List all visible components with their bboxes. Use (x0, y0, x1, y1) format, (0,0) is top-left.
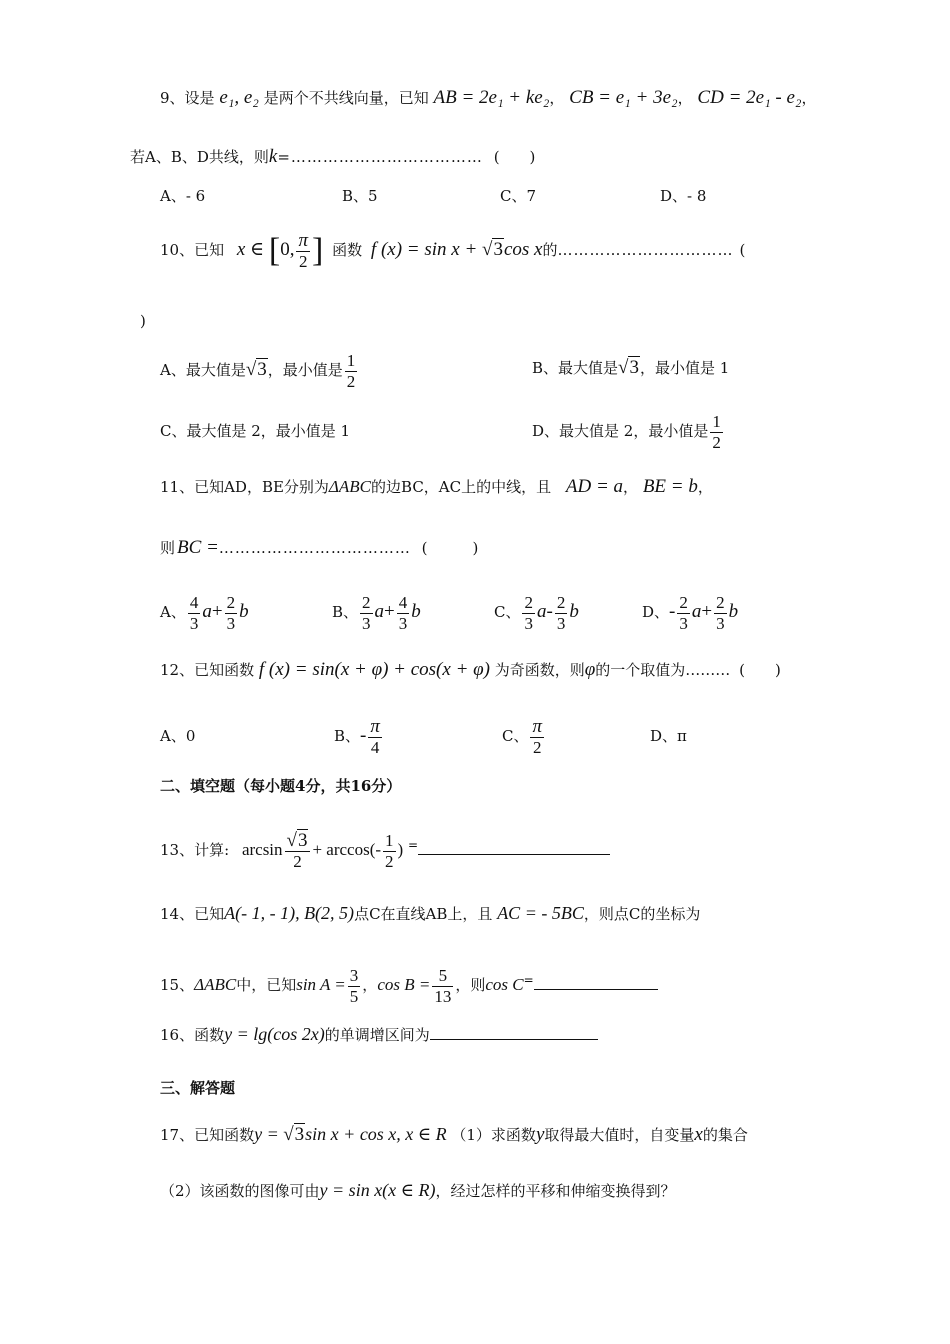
q11-paren: ( ) (421, 539, 479, 557)
q13-line: 13、计算: arcsin $\frac{√3}{2}$ + arccos(- $\frac{1}{2}$ ) = (160, 820, 610, 875)
q11-triangle: ΔABC (328, 477, 372, 496)
q12-function: f (x) = sin(x + φ) + cos(x + φ) (258, 659, 490, 680)
q13-sqrt3-over-2: $\frac{√3}{2}$ (285, 831, 311, 872)
q16-tail: 的单调增区间为 (324, 1026, 430, 1044)
q9-number: 9、设是 (160, 89, 215, 107)
q11-line2 (160, 533, 478, 563)
q17-func-a: y = (254, 1124, 284, 1144)
q11-option-b: B、 $\frac{2}{3}$ a+ $\frac{4}{3}$ b (332, 592, 421, 633)
q10-dots: …………………………… (557, 241, 734, 259)
q16-function: y = lg(cos 2x) (224, 1024, 325, 1044)
q17-part1: （1）求函数 (451, 1126, 536, 1144)
q13-arcsin: arcsin (241, 840, 283, 859)
q16-number: 16、函数 (160, 1026, 225, 1044)
q15-mid: 中，已知 (236, 976, 297, 994)
section-solve-title: 三、解答题 (160, 1079, 236, 1097)
q13-one-half: $\frac{1}{2}$ (385, 830, 394, 871)
q11-option-d: D、- $\frac{2}{3}$ a+ $\frac{2}{3}$ b (642, 592, 739, 633)
q15-eq: = (523, 973, 534, 987)
q9-paren: ( ) (493, 148, 536, 166)
q14-number: 14、已知 (160, 905, 225, 923)
q9-k: k (268, 146, 278, 167)
q10-x-in: x ∈ (236, 239, 265, 260)
q11-be: BE = b (642, 476, 698, 497)
q9-vector-cd: CD = 2e₁ - e₂ (697, 87, 802, 108)
q17-line1: 17、已知函数y = √3sin x + cos x, x ∈ R （1）求函数y取得最大值时，自变量x的集合 (160, 1124, 748, 1145)
q14-line (160, 898, 700, 929)
q12-line1 (160, 652, 781, 688)
q11-bc: BC = (177, 537, 219, 558)
q10-de: 的 (542, 241, 558, 259)
q10-one-half-a: $\frac{1}{2}$ (346, 350, 356, 391)
q9-condition: 若A、B、D共线，则 (130, 148, 269, 166)
q9-line1: 9、设是 e₁, e₂ 是两个不共线向量，已知 AB = 2e₁ + ke₂， CB = e₁ + 3e₂， CD = 2e₁ - e₂， (160, 87, 817, 108)
q10-paren-close: ) (140, 312, 146, 330)
q9-line2 (130, 147, 535, 167)
q14-points: A(- 1, - 1), B(2, 5) (224, 903, 355, 923)
q16-answer-blank[interactable] (430, 1025, 598, 1040)
q17-number: 17、已知函数 (160, 1126, 255, 1144)
q10-option-b: B、最大值是√3，最小值是 1 (532, 357, 730, 378)
q13-answer-blank[interactable] (418, 840, 610, 855)
q13-number: 13、计算: (160, 841, 230, 859)
q10-one-half-d: $\frac{1}{2}$ (712, 411, 721, 452)
q10-pi-over-2: $\frac{\pi}{2}$ (298, 229, 309, 271)
q12-mid: 为奇函数，则 (494, 661, 585, 679)
q13-eq: = (408, 838, 419, 852)
q11-mid: 的边BC，AC上的中线，且 (371, 478, 552, 496)
q10-option-d: D、最大值是 2，最小值是 $\frac{1}{2}$ (532, 411, 721, 452)
q16-line (160, 1016, 598, 1053)
q17-func-b: sin x + cos x, x ∈ R (305, 1124, 447, 1144)
q10-line1: 10、已知 x ∈ [0, $\frac{\pi}{2}$ ] 函数 f (x) = sin x + √3cos x的…………………………… ( (160, 229, 746, 271)
q9-dots: =……………………………… (277, 148, 483, 166)
q10-cosx: cos x (503, 239, 543, 260)
q15-three-fifths: $\frac{3}{5}$ (349, 965, 359, 1006)
q15-number: 15、 (160, 976, 195, 994)
q11-dots: ……………………………… (218, 539, 411, 557)
q9-text-mid: 是两个不共线向量，已知 (263, 89, 429, 107)
q10-range-zero: 0, (280, 239, 295, 260)
q10-option-a: A、最大值是√3，最小值是 $\frac{1}{2}$ (160, 350, 356, 391)
q14-ac: AC = - 5BC (497, 903, 584, 923)
q13-arccos: + arccos(- (312, 840, 382, 859)
q15-line: 15、ΔABC中，已知sin A = $\frac{3}{5}$ ，cos B = $\frac{5}{13}$ ，则cos C= (160, 955, 658, 1010)
q9-vector-cb: CB = e₁ + 3e₂ (569, 87, 678, 108)
q15-cosC: cos C (485, 975, 524, 994)
q10-option-c: C、最大值是 2，最小值是 1 (160, 422, 351, 440)
q11-ad: AD = a (565, 476, 624, 497)
q10-func-label: 函数 (332, 241, 363, 259)
q14-tail: ，则点C的坐标为 (583, 905, 701, 923)
q9-option-c: C、7 (500, 187, 537, 205)
q9-vector-ab: AB = 2e₁ + ke₂ (433, 87, 550, 108)
q11-option-a: A、 $\frac{4}{3}$ a+ $\frac{2}{3}$ b (160, 592, 249, 633)
q14-mid: 点C在直线AB上，且 (354, 905, 493, 923)
q12-option-d: D、π (650, 727, 687, 745)
q15-triangle: ΔABC (194, 975, 237, 994)
q10-sqrt3: √3 (482, 239, 503, 260)
section-fill-in-title: 二、填空题（每小题4分，共16分） (160, 777, 402, 795)
q9-vectors-e: e₁, e₂ (219, 87, 259, 108)
q12-option-c: C、 $\frac{\pi}{2}$ (502, 715, 543, 757)
q12-paren: ( ) (739, 661, 781, 679)
q12-number: 12、已知函数 (160, 661, 255, 679)
q17-line2: （2）该函数的图像可由y = sin x(x ∈ R)，经过怎样的平移和伸缩变换得到？ (160, 1180, 676, 1200)
q11-line1: 11、已知AD，BE分别为ΔABC的边BC，AC上的中线，且 AD = a， BE = b， (160, 476, 713, 497)
q12-phi: φ (584, 659, 596, 680)
q12-tail: 的一个取值为……… (595, 661, 731, 679)
q15-answer-blank[interactable] (534, 975, 658, 990)
q9-option-a: A、- 6 (160, 187, 206, 205)
q15-five-thirteenths: $\frac{5}{13}$ (434, 965, 452, 1006)
q12-option-a: A、0 (160, 727, 196, 745)
q17-part2: （2）该函数的图像可由 (160, 1182, 320, 1200)
q10-function: f (x) = sin x + (370, 239, 483, 260)
q11-number: 11、已知AD，BE分别为 (160, 478, 329, 496)
q10-paren-open: ( (739, 241, 746, 259)
q15-sinA: sin A = (296, 975, 346, 994)
q9-option-d: D、- 8 (660, 187, 707, 205)
q11-option-c: C、 $\frac{2}{3}$ a- $\frac{2}{3}$ b (494, 592, 579, 633)
q12-option-b: B、- $\frac{\pi}{4}$ (334, 715, 380, 757)
q15-cosB: cos B = (377, 975, 431, 994)
q11-ze: 则 (160, 539, 176, 557)
q17-func2: y = sin x(x ∈ R) (319, 1180, 436, 1200)
q10-number: 10、已知 (160, 241, 225, 259)
q9-option-b: B、5 (342, 187, 378, 205)
